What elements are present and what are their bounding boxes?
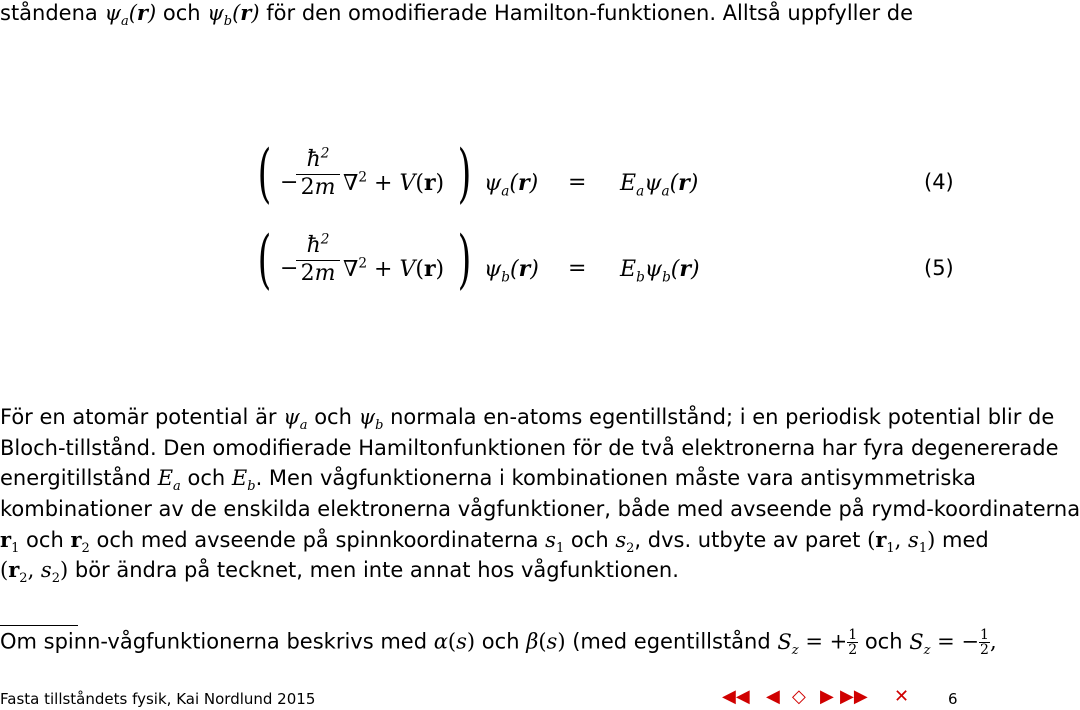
right-paren: ) [457, 223, 472, 297]
laplacian: ∇$^2$ + V(r) [343, 169, 445, 196]
last-page-icon[interactable]: ▶▶ [840, 686, 868, 707]
intro-line [0, 0, 913, 30]
right-paren: ) [457, 137, 472, 211]
equals-sign: = [568, 170, 587, 195]
equation-number-5: (5) [924, 256, 954, 280]
footer-text: Fasta tillståndets fysik, Kai Nordlund 2015 [0, 690, 316, 708]
spin-line: Om spinn-vågfunktionerna beskrivs med α(s) och β(s) (med egentillstånd $S_z$ = + $\frac{1}{2}$ och $S_z$ = − $\frac{1}{2}$ , [0, 627, 997, 658]
next-page-icon[interactable]: ▶ [820, 686, 834, 707]
math-psi-b: $\psi_b(r)$ [207, 0, 260, 30]
paragraph-line-1: För en atomär potential är $\psi_a$ och $\psi_b$ normala en-atoms egentillstånd; i en periodisk potential blir de [0, 405, 1055, 434]
laplacian: ∇$^2$ + V(r) [343, 255, 445, 282]
paragraph-line-6: ($r_2$, $s_2$) bör ändra på tecknet, men inte annat hos vågfunktionen. [0, 557, 679, 587]
rhs-4: $E_a\psi_a(r)$ [620, 170, 699, 200]
psi-a-lhs: $\psi_a(r)$ [484, 170, 539, 200]
hbar-fraction: $\frac{ħ^2}{2m}$ [296, 148, 340, 201]
prev-page-icon[interactable]: ◀ [766, 686, 780, 707]
separator-rule [0, 625, 78, 626]
rhs-5: $E_b\psi_b(r)$ [620, 256, 700, 286]
home-icon[interactable]: ◇ [792, 686, 806, 707]
paragraph-line-5: $r_1$ och $r_2$ och med avseende på spinnkoordinaterna $s_1$ och $s_2$, dvs. utbyte av paret ($r_1$, $s_1$) med [0, 527, 989, 557]
math-psi-a: $\psi_a(r)$ [104, 0, 157, 30]
minus-sign: − [280, 170, 299, 195]
intro-text-1: ståndena [0, 1, 98, 25]
equation-number-4: (4) [924, 170, 954, 194]
intro-text-3: för den omodifierade Hamilton-funktionen. Alltså uppfyller de [266, 1, 913, 25]
equation-5 [0, 222, 960, 302]
minus-sign: − [280, 256, 299, 281]
left-paren: ( [257, 137, 272, 211]
intro-text-2: och [162, 1, 201, 25]
equation-4 [0, 136, 960, 216]
left-paren: ( [257, 223, 272, 297]
paragraph-line-2: Bloch-tillstånd. Den omodifierade Hamiltonfunktionen för de två elektronerna har fyra degenererade [0, 436, 1059, 460]
equals-sign: = [568, 256, 587, 281]
close-icon[interactable]: ✕ [894, 686, 910, 707]
page-number: 6 [948, 690, 958, 708]
paragraph-line-3: energitillstånd $E_a$ och $E_b$. Men vågfunktionerna i kombinationen måste vara antisymmetriska [0, 466, 977, 495]
hbar-fraction: $\frac{ħ^2}{2m}$ [296, 234, 340, 287]
paragraph-line-4: kombinationer av de enskilda elektronerna vågfunktioner, både med avseende på rymd-koordinaterna [0, 497, 1080, 521]
psi-b-lhs: $\psi_b(r)$ [484, 256, 539, 286]
first-page-icon[interactable]: ◀◀ [722, 686, 750, 707]
